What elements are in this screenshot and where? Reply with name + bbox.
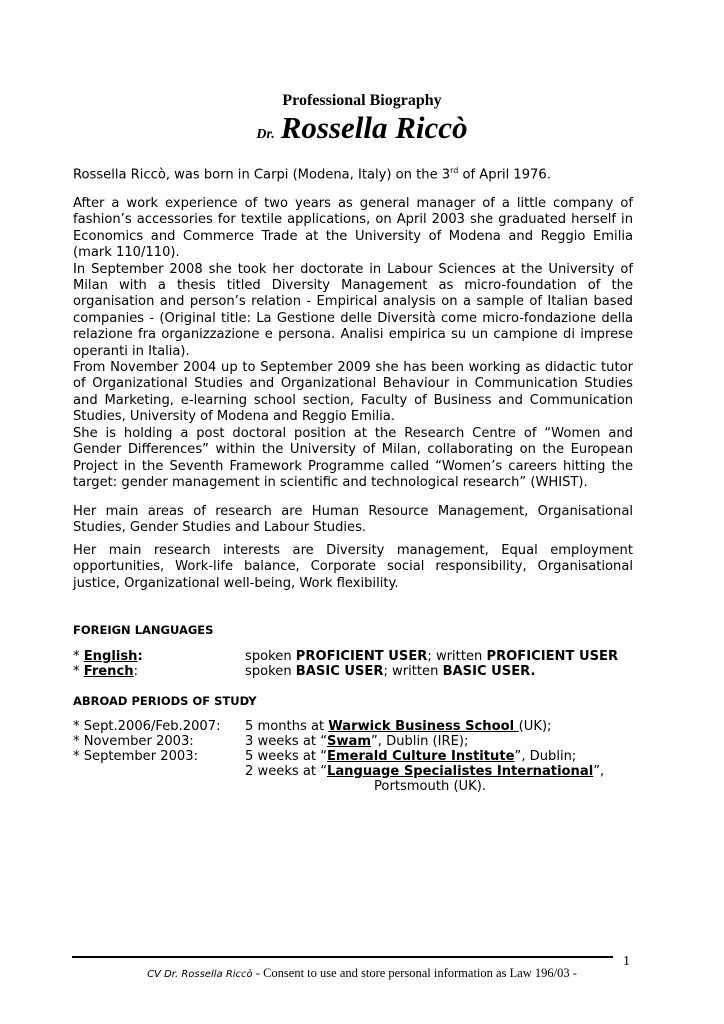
- page-footer: [0, 966, 724, 981]
- footer-cv-label: CV Dr. Rossella Riccò: [147, 969, 253, 980]
- footer-consent: - Consent to use and store personal information as Law 196/03 -: [252, 966, 577, 980]
- bio-paragraph: In September 2008 she took her doctorate in Labour Sciences at the University of Milan with a thesis titled Diversity Management as micro-foundation of the organisation and person’s relation - Empirical analysis on a sample of Italian based companies - (Original title: La Gestione delle Diversità come micro-fondazione della relazione fra organizzazione e persona. Analisi empirica su un campione di imprese operanti in Italia).: [73, 261, 633, 359]
- written-level: BASIC USER.: [442, 664, 536, 679]
- document-title: Professional Biography: [282, 92, 442, 109]
- institution-name: Swam: [326, 734, 371, 749]
- written-level: PROFICIENT USER: [486, 649, 619, 664]
- foreign-languages-heading: FOREIGN LANGUAGES: [73, 623, 214, 637]
- birth-paragraph: [73, 163, 633, 184]
- birth-text: Rossella Riccò, was born in Carpi (Modena, Italy) on the 3: [73, 167, 451, 183]
- bio-paragraph: She is holding a post doctoral position at the Research Centre of “Women and Gender Differences” within the University of Milan, collaborating on the European Project in the Seventh Framework Programme called “Women’s careers hitting the target: gender management in scientific and technological research” (WHIST).: [73, 425, 633, 490]
- bio-paragraph: From November 2004 up to September 2009 she has been working as didactic tutor of Organizational Studies and Organizational Behaviour in Communication Studies and Marketing, e-learning school section, Faculty of Business and Communication Studies, University of Modena and Reggio Emilia.: [73, 360, 633, 425]
- page-number: 1: [623, 954, 630, 969]
- author-name-line: [0, 110, 724, 146]
- birth-text-end: of April 1976.: [458, 167, 551, 183]
- author-name: Rossella Riccò: [280, 110, 468, 145]
- spoken-level: PROFICIENT USER: [295, 649, 428, 664]
- name-prefix: Dr.: [256, 127, 275, 142]
- institution-name: Language Specialistes International: [326, 764, 594, 779]
- language-name: English: [83, 649, 138, 664]
- institution-name: Warwick Business School: [328, 719, 519, 734]
- research-interests-paragraph: Her main research interests are Diversity management, Equal employment opportunities, Work-life balance, Corporate social responsibility, Organisational justice, Organizational well-being, Work flexibility.: [73, 543, 633, 591]
- spoken-level: BASIC USER: [295, 664, 384, 679]
- bio-paragraph: After a work experience of two years as general manager of a little company of fashion’s accessories for textile applications, on April 2003 she graduated herself in Economics and Commerce Trade at the University of Modena and Reggio Emilia (mark 110/110).: [73, 196, 633, 261]
- institution-name: Emerald Culture Institute: [326, 749, 515, 764]
- birth-sup: rd: [450, 166, 459, 175]
- footer-divider: [72, 956, 613, 958]
- research-areas-paragraph: Her main areas of research are Human Resource Management, Organisational Studies, Gender Studies and Labour Studies.: [73, 504, 633, 536]
- abroad-study-heading: ABROAD PERIODS OF STUDY: [73, 694, 257, 708]
- document-page: Professional Biography Dr. Rossella Riccò Rossella Riccò, was born in Carpi (Modena, Italy) on the 3rd of April 1976. After a work experience of two years as general manager of a little company of fashion’s accessories for textile applications, on April 2003 she graduated herself in Economics and Commerce Trade at the University of Modena and Reggio Emilia (mark 110/110). In September 2008 she took her doctorate in Labour Sciences at the University of Milan with a thesis titled Diversity Management as micro-foundation of the organisation and person’s relation - Empirical analysis on a sample of Italian based companies - (Original title: La Gestione delle Diversità come micro-fondazione della relazione fra organizzazione e persona. Analisi empirica su un campione di imprese operanti in Italia). From November 2004 up to September 2009 she has been working as didactic tutor of Organizational Studies and Organizational Behaviour in Communication Studies and Marketing, e-learning school section, Faculty of Business and Communication Studies, University of Modena and Reggio Emilia. She is holding a post doctoral position at the Research Centre of “Women and Gender Differences” within the University of Milan, collaborating on the European Project in the Seventh Framework Programme called “Women’s careers hitting the target: gender management in scientific and technological research” (WHIST). Her main areas of research are Human Resource Management, Organisational Studies, Gender Studies and Labour Studies. Her main research interests are Diversity management, Equal employment opportunities, Work-life balance, Corporate social responsibility, Organisational justice, Organizational well-being, Work flexibility. FOREIGN LANGUAGES * English: spoken PROFICIENT USER; written PROFICIENT USER * French: spoken BASIC USER; written BASIC USER. ABROAD PERIODS OF STUDY * Sept.2006/Feb.2007: 5 months at Warwick Business School (UK); * November 2003: 3 weeks at “Swam”, Dublin (IRE); * September 2003: 5 weeks at “Emerald Culture Institute”, Dublin; 2 weeks at “Language Specialistes International”, Portsmouth (UK). 1 CV Dr. Rossella Riccò - Consent to use and store personal information as Law 196/03 -: [0, 0, 724, 1024]
- language-name: French: [83, 664, 134, 679]
- bio-block: [73, 196, 633, 491]
